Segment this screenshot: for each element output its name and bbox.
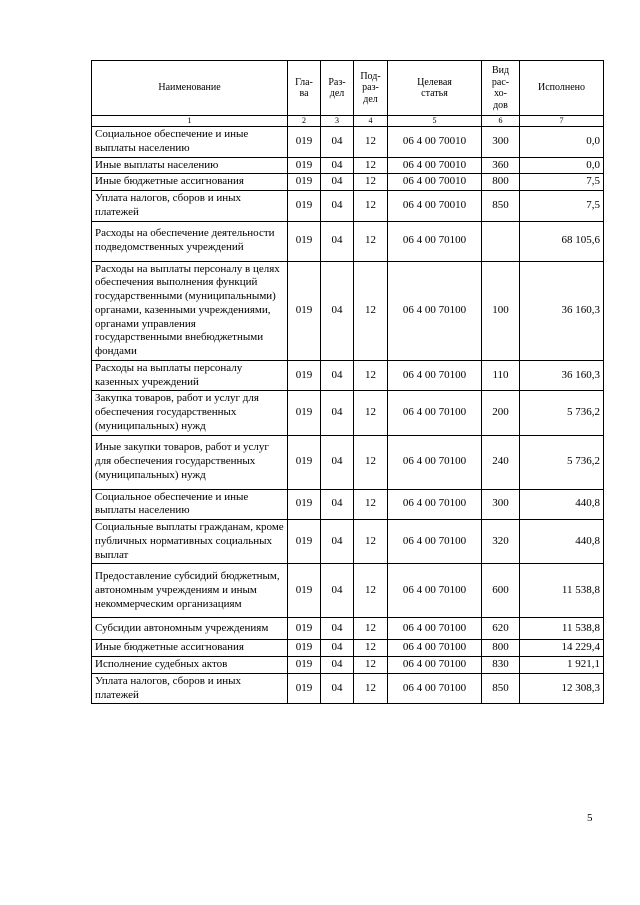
cell-name: Предоставление субсидий бюджетным, автономным учреждениям и иным некоммерческим организациям (92, 564, 288, 618)
cell-podrazdel: 12 (354, 673, 388, 704)
cell-razdel: 04 (321, 640, 354, 657)
cell-podrazdel: 12 (354, 174, 388, 191)
cell-ispolneno: 14 229,4 (520, 640, 604, 657)
cell-vid: 200 (482, 391, 520, 435)
cell-name: Иные закупки товаров, работ и услуг для обеспечения государственных (муниципальных) нужд (92, 435, 288, 489)
table-row (92, 489, 604, 520)
cell-razdel: 04 (321, 618, 354, 640)
cell-ispolneno: 440,8 (520, 520, 604, 564)
cell-razdel: 04 (321, 657, 354, 674)
table-row (92, 157, 604, 174)
cell-vid: 600 (482, 564, 520, 618)
cell-podrazdel: 12 (354, 360, 388, 391)
cell-glava: 019 (288, 157, 321, 174)
cell-vid: 830 (482, 657, 520, 674)
table-row (92, 221, 604, 261)
cell-statya: 06 4 00 70100 (388, 489, 482, 520)
cell-name: Уплата налогов, сборов и иных платежей (92, 191, 288, 222)
table-row (92, 673, 604, 704)
cell-statya: 06 4 00 70010 (388, 157, 482, 174)
cell-statya: 06 4 00 70100 (388, 657, 482, 674)
cell-vid: 110 (482, 360, 520, 391)
cell-ispolneno: 12 308,3 (520, 673, 604, 704)
cell-vid: 320 (482, 520, 520, 564)
cell-name: Социальное обеспечение и иные выплаты населению (92, 127, 288, 158)
table-row (92, 657, 604, 674)
cell-glava: 019 (288, 221, 321, 261)
cell-podrazdel: 12 (354, 435, 388, 489)
cell-glava: 019 (288, 360, 321, 391)
page-number: 5 (587, 812, 593, 824)
cell-podrazdel: 12 (354, 657, 388, 674)
cell-podrazdel: 12 (354, 564, 388, 618)
cell-glava: 019 (288, 657, 321, 674)
cell-statya: 06 4 00 70100 (388, 640, 482, 657)
cell-podrazdel: 12 (354, 618, 388, 640)
cell-glava: 019 (288, 174, 321, 191)
cell-ispolneno: 440,8 (520, 489, 604, 520)
cell-statya: 06 4 00 70010 (388, 174, 482, 191)
cell-razdel: 04 (321, 174, 354, 191)
cell-vid: 300 (482, 127, 520, 158)
cell-statya: 06 4 00 70100 (388, 360, 482, 391)
cell-vid: 240 (482, 435, 520, 489)
cell-ispolneno: 5 736,2 (520, 435, 604, 489)
cell-razdel: 04 (321, 564, 354, 618)
table-row (92, 391, 604, 435)
cell-statya: 06 4 00 70100 (388, 618, 482, 640)
header-vid: Вид рас- хо- дов (482, 61, 520, 116)
cell-podrazdel: 12 (354, 191, 388, 222)
cell-ispolneno: 36 160,3 (520, 261, 604, 360)
cell-razdel: 04 (321, 127, 354, 158)
cell-name: Закупка товаров, работ и услуг для обеспечения государственных (муниципальных) нужд (92, 391, 288, 435)
cell-ispolneno: 0,0 (520, 157, 604, 174)
cell-ispolneno: 11 538,8 (520, 564, 604, 618)
cell-statya: 06 4 00 70100 (388, 673, 482, 704)
cell-razdel: 04 (321, 489, 354, 520)
table-row (92, 261, 604, 360)
column-number: 4 (354, 116, 388, 127)
cell-razdel: 04 (321, 520, 354, 564)
cell-glava: 019 (288, 127, 321, 158)
header-glava: Гла- ва (288, 61, 321, 116)
table-row (92, 520, 604, 564)
column-number: 5 (388, 116, 482, 127)
cell-name: Иные бюджетные ассигнования (92, 174, 288, 191)
cell-glava: 019 (288, 391, 321, 435)
cell-razdel: 04 (321, 673, 354, 704)
cell-ispolneno: 36 160,3 (520, 360, 604, 391)
budget-table (91, 60, 604, 704)
cell-statya: 06 4 00 70100 (388, 520, 482, 564)
cell-razdel: 04 (321, 221, 354, 261)
cell-name: Уплата налогов, сборов и иных платежей (92, 673, 288, 704)
cell-ispolneno: 5 736,2 (520, 391, 604, 435)
cell-name: Субсидии автономным учреждениям (92, 618, 288, 640)
table-row (92, 127, 604, 158)
column-number: 1 (92, 116, 288, 127)
cell-statya: 06 4 00 70100 (388, 261, 482, 360)
cell-glava: 019 (288, 618, 321, 640)
cell-name: Социальные выплаты гражданам, кроме публичных нормативных социальных выплат (92, 520, 288, 564)
cell-vid: 620 (482, 618, 520, 640)
cell-razdel: 04 (321, 435, 354, 489)
cell-vid (482, 221, 520, 261)
cell-podrazdel: 12 (354, 261, 388, 360)
column-number: 2 (288, 116, 321, 127)
cell-glava: 019 (288, 261, 321, 360)
table-row (92, 360, 604, 391)
column-number-row (92, 116, 604, 127)
cell-statya: 06 4 00 70100 (388, 564, 482, 618)
cell-name: Расходы на выплаты персоналу казенных учреждений (92, 360, 288, 391)
cell-podrazdel: 12 (354, 157, 388, 174)
column-number: 3 (321, 116, 354, 127)
cell-razdel: 04 (321, 391, 354, 435)
cell-ispolneno: 11 538,8 (520, 618, 604, 640)
cell-glava: 019 (288, 489, 321, 520)
cell-razdel: 04 (321, 360, 354, 391)
cell-vid: 800 (482, 174, 520, 191)
cell-podrazdel: 12 (354, 391, 388, 435)
cell-glava: 019 (288, 191, 321, 222)
table-row (92, 435, 604, 489)
cell-razdel: 04 (321, 191, 354, 222)
cell-ispolneno: 7,5 (520, 174, 604, 191)
cell-name: Расходы на выплаты персоналу в целях обеспечения выполнения функций государственными (муниципальными) органами, казенными учреждениями, органами управления государственными внебюджетными фондами (92, 261, 288, 360)
cell-vid: 850 (482, 673, 520, 704)
cell-statya: 06 4 00 70100 (388, 221, 482, 261)
cell-razdel: 04 (321, 157, 354, 174)
cell-statya: 06 4 00 70100 (388, 391, 482, 435)
table-row (92, 640, 604, 657)
cell-ispolneno: 7,5 (520, 191, 604, 222)
cell-podrazdel: 12 (354, 221, 388, 261)
table-row (92, 564, 604, 618)
column-number: 6 (482, 116, 520, 127)
table-body (92, 127, 604, 704)
column-number: 7 (520, 116, 604, 127)
cell-vid: 850 (482, 191, 520, 222)
cell-name: Исполнение судебных актов (92, 657, 288, 674)
cell-podrazdel: 12 (354, 489, 388, 520)
cell-ispolneno: 1 921,1 (520, 657, 604, 674)
cell-name: Иные бюджетные ассигнования (92, 640, 288, 657)
cell-vid: 100 (482, 261, 520, 360)
cell-podrazdel: 12 (354, 640, 388, 657)
header-name: Наименование (92, 61, 288, 116)
cell-podrazdel: 12 (354, 127, 388, 158)
cell-vid: 300 (482, 489, 520, 520)
cell-vid: 800 (482, 640, 520, 657)
cell-name: Социальное обеспечение и иные выплаты населению (92, 489, 288, 520)
header-razdel: Раз- дел (321, 61, 354, 116)
cell-ispolneno: 68 105,6 (520, 221, 604, 261)
cell-glava: 019 (288, 640, 321, 657)
header-ispolneno: Исполнено (520, 61, 604, 116)
table-row (92, 191, 604, 222)
header-statya: Целевая статья (388, 61, 482, 116)
cell-statya: 06 4 00 70010 (388, 127, 482, 158)
cell-statya: 06 4 00 70100 (388, 435, 482, 489)
cell-podrazdel: 12 (354, 520, 388, 564)
header-podrazdel: Под- раз- дел (354, 61, 388, 116)
cell-glava: 019 (288, 520, 321, 564)
cell-glava: 019 (288, 673, 321, 704)
cell-razdel: 04 (321, 261, 354, 360)
table-row (92, 618, 604, 640)
cell-name: Иные выплаты населению (92, 157, 288, 174)
cell-glava: 019 (288, 564, 321, 618)
cell-statya: 06 4 00 70010 (388, 191, 482, 222)
table-row (92, 174, 604, 191)
cell-vid: 360 (482, 157, 520, 174)
cell-glava: 019 (288, 435, 321, 489)
header-row (92, 61, 604, 116)
cell-ispolneno: 0,0 (520, 127, 604, 158)
cell-name: Расходы на обеспечение деятельности подведомственных учреждений (92, 221, 288, 261)
